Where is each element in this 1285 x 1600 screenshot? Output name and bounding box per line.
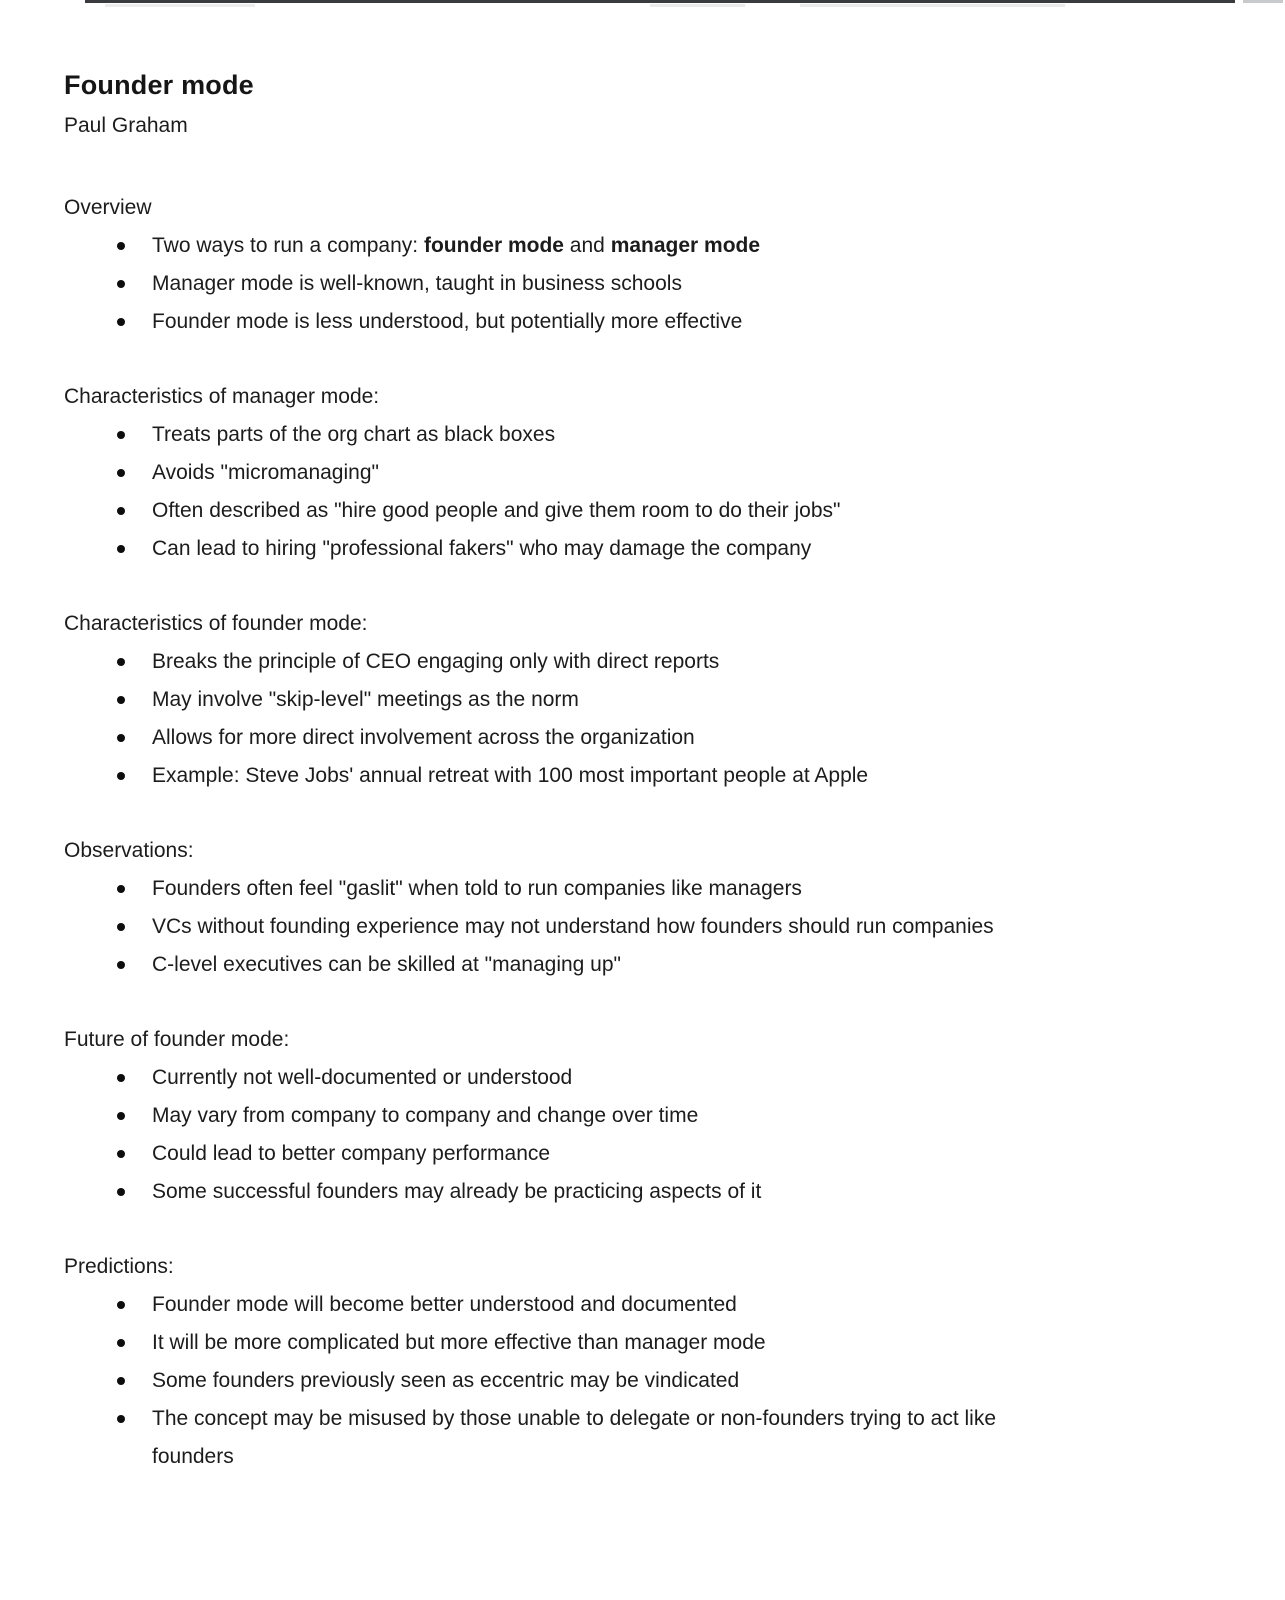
bullet-dot-icon bbox=[117, 696, 125, 704]
author-line: Paul Graham bbox=[64, 114, 188, 137]
bullet-text: Example: Steve Jobs' annual retreat with 100 most important people at Apple bbox=[152, 764, 869, 787]
bullet-dot-icon bbox=[117, 1339, 125, 1347]
bullet-text-segment: and bbox=[563, 234, 611, 257]
bullet-list bbox=[64, 1059, 1225, 1211]
topbar-right-remnant bbox=[1243, 0, 1283, 3]
topbar-light-remnant bbox=[105, 4, 255, 7]
bullet-text: May involve "skip-level" meetings as the norm bbox=[152, 688, 579, 711]
bullet-item bbox=[64, 1059, 1048, 1097]
section-overview bbox=[64, 189, 1225, 341]
bullet-item bbox=[64, 1400, 1048, 1476]
bullet-text-segment: Two ways to run a company: bbox=[152, 234, 424, 257]
bullet-text: Some successful founders may already be practicing aspects of it bbox=[152, 1180, 762, 1203]
bullet-text: Founder mode will become better understood and documented bbox=[152, 1293, 737, 1316]
bullet-text: Founder mode is less understood, but potentially more effective bbox=[152, 310, 743, 333]
cropped-browser-bar bbox=[0, 0, 1285, 8]
section-heading: Observations: bbox=[64, 839, 194, 862]
bullet-text: It will be more complicated but more effective than manager mode bbox=[152, 1331, 766, 1354]
topbar-dark-edge bbox=[85, 0, 1235, 3]
bullet-dot-icon bbox=[117, 507, 125, 515]
bullet-item bbox=[64, 1324, 1048, 1362]
section-heading: Characteristics of manager mode: bbox=[64, 385, 380, 408]
bullet-item bbox=[64, 908, 1048, 946]
bullet-list bbox=[64, 870, 1225, 984]
bullet-text: Manager mode is well-known, taught in business schools bbox=[152, 272, 682, 295]
bullet-item bbox=[64, 681, 1048, 719]
bullet-dot-icon bbox=[117, 734, 125, 742]
section-heading: Characteristics of founder mode: bbox=[64, 612, 368, 635]
bullet-item bbox=[64, 492, 1048, 530]
bullet-item bbox=[64, 454, 1048, 492]
bullet-text: Some founders previously seen as eccentric may be vindicated bbox=[152, 1369, 740, 1392]
bullet-item bbox=[64, 1286, 1048, 1324]
bullet-text: VCs without founding experience may not understand how founders should run companies bbox=[152, 915, 994, 938]
bullet-list bbox=[64, 643, 1225, 795]
bullet-dot-icon bbox=[117, 545, 125, 553]
bullet-dot-icon bbox=[117, 280, 125, 288]
bullet-dot-icon bbox=[117, 923, 125, 931]
bullet-dot-icon bbox=[117, 1150, 125, 1158]
bullet-item bbox=[64, 1362, 1048, 1400]
page-title: Founder mode bbox=[64, 70, 254, 100]
section-heading: Overview bbox=[64, 196, 152, 219]
bullet-dot-icon bbox=[117, 772, 125, 780]
bullet-item bbox=[64, 946, 1048, 984]
document-page bbox=[0, 68, 1285, 1476]
bullet-text: The concept may be misused by those unable to delegate or non-founders trying to act like founders bbox=[152, 1407, 996, 1468]
bullet-text: C-level executives can be skilled at "managing up" bbox=[152, 953, 621, 976]
bullet-dot-icon bbox=[117, 658, 125, 666]
bullet-item bbox=[64, 265, 1048, 303]
bullet-text-bold: manager mode bbox=[610, 234, 761, 257]
bullet-text: Allows for more direct involvement across the organization bbox=[152, 726, 695, 749]
bullet-list bbox=[64, 227, 1225, 341]
bullet-item bbox=[64, 870, 1048, 908]
bullet-dot-icon bbox=[117, 242, 125, 250]
bullet-text: Currently not well-documented or understood bbox=[152, 1066, 573, 1089]
bullet-text: Could lead to better company performance bbox=[152, 1142, 551, 1165]
section-heading: Predictions: bbox=[64, 1255, 174, 1278]
bullet-item bbox=[64, 227, 1048, 265]
bullet-text: Avoids "micromanaging" bbox=[152, 461, 379, 484]
bullet-item bbox=[64, 303, 1048, 341]
bullet-list bbox=[64, 1286, 1225, 1476]
bullet-dot-icon bbox=[117, 1188, 125, 1196]
bullet-item bbox=[64, 643, 1048, 681]
bullet-dot-icon bbox=[117, 1301, 125, 1309]
bullet-item bbox=[64, 1173, 1048, 1211]
bullet-text: Can lead to hiring "professional fakers" who may damage the company bbox=[152, 537, 812, 560]
bullet-dot-icon bbox=[117, 469, 125, 477]
bullet-text: Breaks the principle of CEO engaging only with direct reports bbox=[152, 650, 720, 673]
bullet-text: May vary from company to company and change over time bbox=[152, 1104, 699, 1127]
section-manager-mode bbox=[64, 378, 1225, 568]
topbar-light-remnant bbox=[650, 4, 745, 7]
bullet-dot-icon bbox=[117, 431, 125, 439]
bullet-dot-icon bbox=[117, 1415, 125, 1423]
section-founder-mode bbox=[64, 605, 1225, 795]
bullet-dot-icon bbox=[117, 1112, 125, 1120]
bullet-dot-icon bbox=[117, 318, 125, 326]
bullet-item bbox=[64, 1135, 1048, 1173]
topbar-light-remnant bbox=[800, 4, 1065, 7]
bullet-dot-icon bbox=[117, 961, 125, 969]
section-heading: Future of founder mode: bbox=[64, 1028, 290, 1051]
section-predictions bbox=[64, 1248, 1225, 1476]
bullet-item bbox=[64, 1097, 1048, 1135]
bullet-list bbox=[64, 416, 1225, 568]
bullet-text: Often described as "hire good people and give them room to do their jobs" bbox=[152, 499, 841, 522]
bullet-item bbox=[64, 757, 1048, 795]
bullet-text: Treats parts of the org chart as black boxes bbox=[152, 423, 556, 446]
bullet-text-bold: founder mode bbox=[423, 234, 564, 257]
bullet-dot-icon bbox=[117, 1377, 125, 1385]
bullet-item bbox=[64, 416, 1048, 454]
section-future bbox=[64, 1021, 1225, 1211]
bullet-item bbox=[64, 719, 1048, 757]
section-observations bbox=[64, 832, 1225, 984]
bullet-dot-icon bbox=[117, 885, 125, 893]
bullet-item bbox=[64, 530, 1048, 568]
bullet-dot-icon bbox=[117, 1074, 125, 1082]
bullet-text: Founders often feel "gaslit" when told to run companies like managers bbox=[152, 877, 802, 900]
